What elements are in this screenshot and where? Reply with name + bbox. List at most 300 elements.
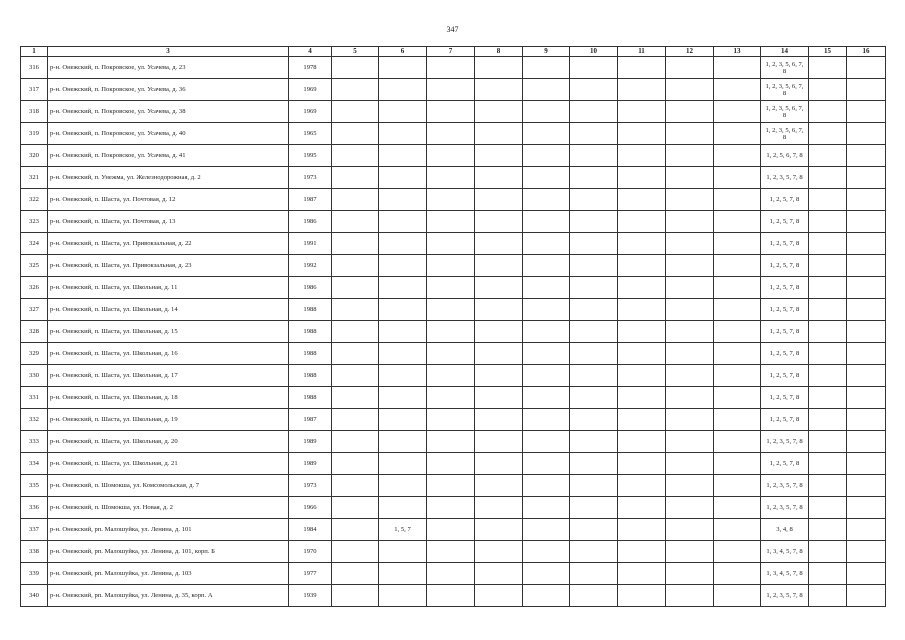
year-cell: 1989	[289, 431, 332, 453]
col15-cell	[809, 57, 847, 79]
col12-cell	[666, 387, 714, 409]
table-row	[21, 233, 886, 255]
address-cell: р-н. Онежский, п. Шаста, ул. Почтовая, д. 12	[48, 189, 289, 211]
col10-cell	[570, 145, 618, 167]
column-header: 9	[523, 47, 570, 57]
col16-cell	[847, 233, 886, 255]
col6-cell	[379, 255, 427, 277]
row-number-cell: 332	[21, 409, 48, 431]
row-number-cell: 321	[21, 167, 48, 189]
col16-cell	[847, 519, 886, 541]
table-row	[21, 409, 886, 431]
col8-cell	[475, 541, 523, 563]
col8-cell	[475, 563, 523, 585]
col14-cell: 1, 2, 3, 5, 6, 7, 8	[761, 123, 809, 145]
col6-cell	[379, 277, 427, 299]
row-number-cell: 317	[21, 79, 48, 101]
row-number-cell: 329	[21, 343, 48, 365]
col9-cell	[523, 453, 570, 475]
col11-cell	[618, 123, 666, 145]
year-cell: 1988	[289, 343, 332, 365]
column-header: 16	[847, 47, 886, 57]
address-cell: р-н. Онежский, п. Покровское, ул. Усачева, д. 23	[48, 57, 289, 79]
column-header: 15	[809, 47, 847, 57]
col6-cell	[379, 541, 427, 563]
col13-cell	[714, 57, 761, 79]
col7-cell	[427, 57, 475, 79]
col9-cell	[523, 299, 570, 321]
table-row	[21, 145, 886, 167]
col10-cell	[570, 541, 618, 563]
col13-cell	[714, 519, 761, 541]
col11-cell	[618, 431, 666, 453]
col6-cell	[379, 145, 427, 167]
col5-cell	[332, 563, 379, 585]
col9-cell	[523, 585, 570, 607]
col12-cell	[666, 123, 714, 145]
col13-cell	[714, 101, 761, 123]
col13-cell	[714, 453, 761, 475]
table-row	[21, 57, 886, 79]
col14-cell: 1, 2, 3, 5, 7, 8	[761, 431, 809, 453]
col10-cell	[570, 475, 618, 497]
col8-cell	[475, 409, 523, 431]
col15-cell	[809, 519, 847, 541]
table-row	[21, 79, 886, 101]
col13-cell	[714, 299, 761, 321]
col8-cell	[475, 211, 523, 233]
col11-cell	[618, 541, 666, 563]
col14-cell: 1, 2, 5, 7, 8	[761, 189, 809, 211]
col7-cell	[427, 585, 475, 607]
col15-cell	[809, 497, 847, 519]
col9-cell	[523, 277, 570, 299]
col13-cell	[714, 145, 761, 167]
col13-cell	[714, 409, 761, 431]
column-header: 12	[666, 47, 714, 57]
col16-cell	[847, 255, 886, 277]
address-cell: р-н. Онежский, п. Шаста, ул. Школьная, д. 11	[48, 277, 289, 299]
col6-cell	[379, 211, 427, 233]
address-cell: р-н. Онежский, рп. Малошуйка, ул. Ленина, д. 101, корп. Б	[48, 541, 289, 563]
col8-cell	[475, 585, 523, 607]
col13-cell	[714, 585, 761, 607]
col9-cell	[523, 167, 570, 189]
col16-cell	[847, 563, 886, 585]
col15-cell	[809, 321, 847, 343]
col8-cell	[475, 497, 523, 519]
col10-cell	[570, 453, 618, 475]
col8-cell	[475, 145, 523, 167]
table-row	[21, 343, 886, 365]
col13-cell	[714, 211, 761, 233]
col16-cell	[847, 299, 886, 321]
col8-cell	[475, 343, 523, 365]
col9-cell	[523, 519, 570, 541]
row-number-cell: 337	[21, 519, 48, 541]
col10-cell	[570, 189, 618, 211]
column-header: 1	[21, 47, 48, 57]
year-cell: 1989	[289, 453, 332, 475]
col5-cell	[332, 321, 379, 343]
col10-cell	[570, 519, 618, 541]
col7-cell	[427, 387, 475, 409]
table-row	[21, 277, 886, 299]
address-cell: р-н. Онежский, рп. Малошуйка, ул. Ленина, д. 35, корп. А	[48, 585, 289, 607]
col6-cell	[379, 585, 427, 607]
col11-cell	[618, 409, 666, 431]
col12-cell	[666, 299, 714, 321]
col9-cell	[523, 321, 570, 343]
col14-cell: 1, 2, 3, 5, 7, 8	[761, 167, 809, 189]
col12-cell	[666, 145, 714, 167]
table-row	[21, 167, 886, 189]
col6-cell	[379, 167, 427, 189]
table-row	[21, 475, 886, 497]
col8-cell	[475, 123, 523, 145]
col7-cell	[427, 453, 475, 475]
col12-cell	[666, 431, 714, 453]
address-cell: р-н. Онежский, рп. Малошуйка, ул. Ленина, д. 101	[48, 519, 289, 541]
col7-cell	[427, 79, 475, 101]
col9-cell	[523, 475, 570, 497]
col5-cell	[332, 541, 379, 563]
col7-cell	[427, 497, 475, 519]
col14-cell: 1, 2, 3, 5, 7, 8	[761, 497, 809, 519]
col16-cell	[847, 211, 886, 233]
col15-cell	[809, 299, 847, 321]
col5-cell	[332, 57, 379, 79]
year-cell: 1939	[289, 585, 332, 607]
col5-cell	[332, 453, 379, 475]
table-row	[21, 101, 886, 123]
row-number-cell: 323	[21, 211, 48, 233]
col9-cell	[523, 387, 570, 409]
year-cell: 1969	[289, 79, 332, 101]
col16-cell	[847, 189, 886, 211]
col15-cell	[809, 431, 847, 453]
col5-cell	[332, 123, 379, 145]
col5-cell	[332, 409, 379, 431]
col9-cell	[523, 365, 570, 387]
col7-cell	[427, 233, 475, 255]
col11-cell	[618, 497, 666, 519]
col16-cell	[847, 145, 886, 167]
column-header: 6	[379, 47, 427, 57]
column-header: 8	[475, 47, 523, 57]
col14-cell: 1, 2, 5, 7, 8	[761, 409, 809, 431]
col8-cell	[475, 167, 523, 189]
col11-cell	[618, 453, 666, 475]
table-body	[21, 57, 886, 607]
col5-cell	[332, 277, 379, 299]
col14-cell: 1, 2, 3, 5, 6, 7, 8	[761, 79, 809, 101]
year-cell: 1986	[289, 277, 332, 299]
col5-cell	[332, 255, 379, 277]
row-number-cell: 330	[21, 365, 48, 387]
year-cell: 1991	[289, 233, 332, 255]
row-number-cell: 338	[21, 541, 48, 563]
col15-cell	[809, 343, 847, 365]
col12-cell	[666, 277, 714, 299]
col13-cell	[714, 497, 761, 519]
col10-cell	[570, 57, 618, 79]
col6-cell	[379, 365, 427, 387]
col11-cell	[618, 189, 666, 211]
col14-cell: 1, 2, 3, 5, 6, 7, 8	[761, 57, 809, 79]
col12-cell	[666, 211, 714, 233]
col15-cell	[809, 365, 847, 387]
row-number-cell: 331	[21, 387, 48, 409]
page-number: 347	[446, 25, 459, 34]
col7-cell	[427, 167, 475, 189]
address-cell: р-н. Онежский, п. Покровское, ул. Усачева, д. 40	[48, 123, 289, 145]
col13-cell	[714, 79, 761, 101]
col5-cell	[332, 431, 379, 453]
col10-cell	[570, 409, 618, 431]
col16-cell	[847, 343, 886, 365]
col13-cell	[714, 321, 761, 343]
col14-cell: 1, 2, 5, 7, 8	[761, 277, 809, 299]
address-cell: р-н. Онежский, п. Покровское, ул. Усачева, д. 38	[48, 101, 289, 123]
year-cell: 1984	[289, 519, 332, 541]
col10-cell	[570, 585, 618, 607]
col13-cell	[714, 431, 761, 453]
col13-cell	[714, 343, 761, 365]
col8-cell	[475, 299, 523, 321]
table-row	[21, 563, 886, 585]
col15-cell	[809, 167, 847, 189]
row-number-cell: 335	[21, 475, 48, 497]
col14-cell: 1, 2, 5, 7, 8	[761, 365, 809, 387]
address-cell: р-н. Онежский, п. Покровское, ул. Усачева, д. 41	[48, 145, 289, 167]
col10-cell	[570, 277, 618, 299]
col14-cell: 1, 3, 4, 5, 7, 8	[761, 541, 809, 563]
col9-cell	[523, 343, 570, 365]
col10-cell	[570, 101, 618, 123]
col16-cell	[847, 409, 886, 431]
col16-cell	[847, 387, 886, 409]
address-cell: р-н. Онежский, п. Шаста, ул. Школьная, д. 16	[48, 343, 289, 365]
column-header: 4	[289, 47, 332, 57]
col8-cell	[475, 431, 523, 453]
col5-cell	[332, 145, 379, 167]
row-number-cell: 334	[21, 453, 48, 475]
col14-cell: 1, 2, 3, 5, 6, 7, 8	[761, 101, 809, 123]
col5-cell	[332, 211, 379, 233]
col5-cell	[332, 299, 379, 321]
col9-cell	[523, 563, 570, 585]
col13-cell	[714, 123, 761, 145]
table-row	[21, 189, 886, 211]
table-row	[21, 387, 886, 409]
row-number-cell: 340	[21, 585, 48, 607]
row-number-cell: 320	[21, 145, 48, 167]
col15-cell	[809, 123, 847, 145]
col12-cell	[666, 167, 714, 189]
col11-cell	[618, 585, 666, 607]
col12-cell	[666, 563, 714, 585]
column-header: 14	[761, 47, 809, 57]
row-number-cell: 325	[21, 255, 48, 277]
address-cell: р-н. Онежский, п. Шаста, ул. Школьная, д. 17	[48, 365, 289, 387]
col15-cell	[809, 255, 847, 277]
col11-cell	[618, 79, 666, 101]
col16-cell	[847, 321, 886, 343]
col8-cell	[475, 277, 523, 299]
col6-cell	[379, 233, 427, 255]
col12-cell	[666, 365, 714, 387]
column-header: 3	[48, 47, 289, 57]
year-cell: 1992	[289, 255, 332, 277]
col16-cell	[847, 101, 886, 123]
col10-cell	[570, 387, 618, 409]
address-cell: р-н. Онежский, п. Шомокша, ул. Новая, д. 2	[48, 497, 289, 519]
table-row	[21, 299, 886, 321]
col15-cell	[809, 145, 847, 167]
address-cell: р-н. Онежский, п. Шаста, ул. Школьная, д. 19	[48, 409, 289, 431]
col15-cell	[809, 79, 847, 101]
col13-cell	[714, 563, 761, 585]
col9-cell	[523, 57, 570, 79]
year-cell: 1978	[289, 57, 332, 79]
col11-cell	[618, 145, 666, 167]
table-row	[21, 211, 886, 233]
header-row	[21, 47, 886, 57]
row-number-cell: 327	[21, 299, 48, 321]
col6-cell	[379, 101, 427, 123]
col6-cell	[379, 409, 427, 431]
col13-cell	[714, 233, 761, 255]
address-cell: р-н. Онежский, п. Шаста, ул. Школьная, д. 18	[48, 387, 289, 409]
col7-cell	[427, 277, 475, 299]
col14-cell: 1, 2, 5, 7, 8	[761, 233, 809, 255]
col6-cell: 1, 5, 7	[379, 519, 427, 541]
col8-cell	[475, 365, 523, 387]
col11-cell	[618, 277, 666, 299]
year-cell: 1987	[289, 189, 332, 211]
col6-cell	[379, 475, 427, 497]
col8-cell	[475, 255, 523, 277]
column-header: 10	[570, 47, 618, 57]
table-row	[21, 123, 886, 145]
col11-cell	[618, 57, 666, 79]
col6-cell	[379, 497, 427, 519]
col11-cell	[618, 519, 666, 541]
row-number-cell: 316	[21, 57, 48, 79]
table-row	[21, 365, 886, 387]
year-cell: 1966	[289, 497, 332, 519]
col7-cell	[427, 321, 475, 343]
col7-cell	[427, 541, 475, 563]
col8-cell	[475, 189, 523, 211]
housing-register-table	[20, 46, 886, 607]
col5-cell	[332, 101, 379, 123]
col16-cell	[847, 277, 886, 299]
col7-cell	[427, 409, 475, 431]
col11-cell	[618, 211, 666, 233]
col8-cell	[475, 233, 523, 255]
col8-cell	[475, 57, 523, 79]
col7-cell	[427, 255, 475, 277]
col14-cell: 1, 2, 5, 7, 8	[761, 299, 809, 321]
col7-cell	[427, 211, 475, 233]
col15-cell	[809, 277, 847, 299]
column-header: 13	[714, 47, 761, 57]
table-row	[21, 541, 886, 563]
col15-cell	[809, 563, 847, 585]
col8-cell	[475, 79, 523, 101]
col16-cell	[847, 365, 886, 387]
col10-cell	[570, 431, 618, 453]
col16-cell	[847, 167, 886, 189]
col14-cell: 1, 2, 3, 5, 7, 8	[761, 475, 809, 497]
col12-cell	[666, 101, 714, 123]
col15-cell	[809, 101, 847, 123]
row-number-cell: 328	[21, 321, 48, 343]
col9-cell	[523, 409, 570, 431]
column-header: 5	[332, 47, 379, 57]
col5-cell	[332, 167, 379, 189]
year-cell: 1988	[289, 299, 332, 321]
col15-cell	[809, 233, 847, 255]
col9-cell	[523, 541, 570, 563]
col5-cell	[332, 497, 379, 519]
col12-cell	[666, 189, 714, 211]
table-row	[21, 585, 886, 607]
col15-cell	[809, 211, 847, 233]
col9-cell	[523, 255, 570, 277]
col10-cell	[570, 79, 618, 101]
col9-cell	[523, 211, 570, 233]
col10-cell	[570, 563, 618, 585]
col12-cell	[666, 585, 714, 607]
col6-cell	[379, 343, 427, 365]
col7-cell	[427, 123, 475, 145]
address-cell: р-н. Онежский, п. Шаста, ул. Привокзальная, д. 22	[48, 233, 289, 255]
year-cell: 1969	[289, 101, 332, 123]
col15-cell	[809, 541, 847, 563]
year-cell: 1977	[289, 563, 332, 585]
col11-cell	[618, 299, 666, 321]
address-cell: р-н. Онежский, п. Шаста, ул. Почтовая, д. 13	[48, 211, 289, 233]
col16-cell	[847, 431, 886, 453]
row-number-cell: 336	[21, 497, 48, 519]
col12-cell	[666, 321, 714, 343]
row-number-cell: 333	[21, 431, 48, 453]
col10-cell	[570, 233, 618, 255]
col12-cell	[666, 475, 714, 497]
col10-cell	[570, 255, 618, 277]
col10-cell	[570, 123, 618, 145]
col5-cell	[332, 343, 379, 365]
col8-cell	[475, 101, 523, 123]
row-number-cell: 318	[21, 101, 48, 123]
col12-cell	[666, 497, 714, 519]
col8-cell	[475, 475, 523, 497]
col6-cell	[379, 453, 427, 475]
col6-cell	[379, 431, 427, 453]
col16-cell	[847, 497, 886, 519]
col11-cell	[618, 387, 666, 409]
col14-cell: 1, 2, 3, 5, 7, 8	[761, 585, 809, 607]
address-cell: р-н. Онежский, п. Шаста, ул. Школьная, д. 21	[48, 453, 289, 475]
col5-cell	[332, 79, 379, 101]
col9-cell	[523, 145, 570, 167]
col8-cell	[475, 321, 523, 343]
col16-cell	[847, 453, 886, 475]
year-cell: 1988	[289, 321, 332, 343]
